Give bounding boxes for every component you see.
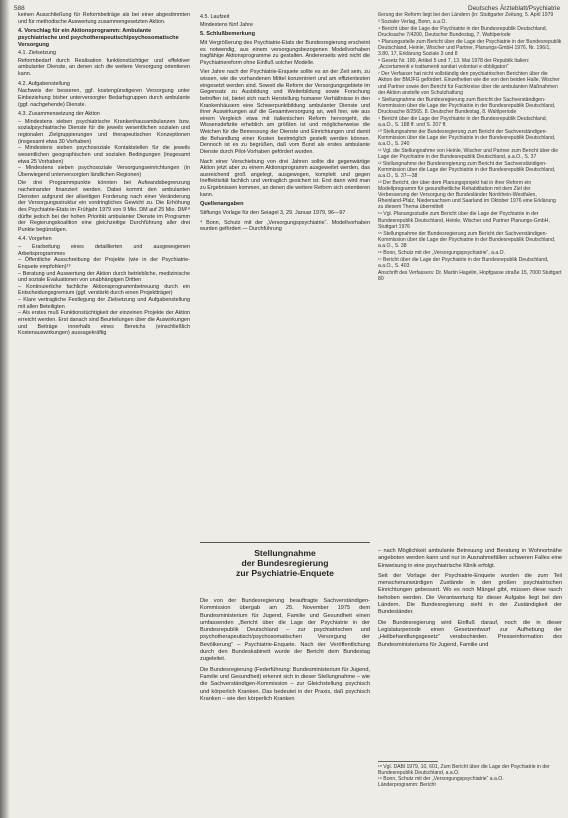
list-item: – Mindestens sieben psychosoziale Versorgungseinrichtungen (in Überwiegend unterversorgten ländlichen Regionen) [18,165,190,178]
section-4-3-list [18,119,190,179]
section-4-1-text: Reformbedarf durch Realisation funktionstüchtiger und effektiver ambulanter Dienste, an denen sich die weitere Versorgung orientieren kann. [18,57,190,77]
author-address: Anschrift des Verfassers: Dr. Martin Hagelin, Hopfgasse straße 15, 7000 Stuttgart 80 [378,269,562,282]
statement-paragraph: – nach Möglichkeit ambulante Betreuung und Beratung in Wohnortnähe angeboten werden kann und nur in Ausnahmefällen schweren Falles eine Einweisung in eine psychiatrische Klinik erfolgt. [378,548,562,569]
list-item: – Mindestens sieben psychosoziale Kontaktstellen für die jeweils wesentlichen geographischen und sozialen Bedingungen (insgesamt etwa 25 Vorhaben) [18,145,190,165]
footnote: ⁷ Der Verfasser hat nicht vollständig den psychiatrischen Berichten über die Aktion der BMJFG gefördert. Einzelheiten wie die von den beiden Halle, Wischer und Partner sowie den Bericht für Fachkreise über die ambulanten Maßnahmen der Aktion anstelle von Schutzhaltung [378,71,560,96]
footnote: ¹⁶ Bonn, Schutz mit der „Versorgungspsychiatrie“, a.a.O. [378,249,505,256]
statement-continued [378,548,562,756]
statement-paragraph: Die Bundesregierung (Federführung: Bundesministerium für Jugend, Familie und Gesundheit) erkennt sich in dieser Stellungnahme – wie die Sachverständigen-Kommission – zur Gleichstellung psychisch und körperlich Kranken. Das bedeutet in der Praxis, daß psychisch Kranken – wie den körperlich Kranken [200,666,370,702]
section-4-4-list [18,244,190,337]
footnote: ¹² Stellungnahme der Bundesregierung zum Bericht der Sachverständigen-Kommission über die Lage der Psychiatrie in der Bundesrepublik Deutschland, a.a.O., S. 37—38 [378,161,556,180]
list-item: – Kontinuierliche fachliche Aktionsprogrammbetreuung durch ein Entscheidungsgremium (ggf. verstärkt durch einen Projektträger) [18,283,190,297]
footnote: ¹³ Der Bericht, der über dem Planungsprojekt hat in ihrer Reform ein Modellprogramm für gesundheitliche Rehabilitation mit dem Ziel der Verbesserung der Versorgung der Bundesländer Nordrhein-Westfalen, Rheinland-Pfalz, Niedersachsen und Saarland im Oktober 1976 eine Erklärung zu diesem Thema übermittelt [378,180,556,211]
section-4-4-heading: 4.4. Vorgehen [18,236,52,243]
references-heading: Quellenangaben [200,201,244,208]
section-5-paragraph: Nach einer Verschiebung von drei Jahren sollte die gegenwärtige Aktion jetzt aber zu einem Aktionsprogramm ausgeweitet werden, das ausreichend groß angelegt, ausgewogen, komplett und gegen Ineffektivität fachlich und vertraglich gesichert ist. Erst dann wird man zu Ergebnissen kommen, an denen die weitere Reform sich orientieren kann. [200,158,370,198]
statement-body [200,598,370,814]
section-5-heading: 5. Schlußbemerkung [200,31,256,38]
footnote: ¹⁷ Bericht über die Lage der Psychiatrie in der Bundesrepublik Deutschland, a.a.O., S. 403 [378,256,549,269]
list-item: – Klare vertragliche Festlegung der Zielsetzung und Aufgabenstellung mit allen Beteiligten [18,297,190,310]
footnote: ⁹ Bericht über die Lage der Psychiatrie in der Bundesrepublik Deutschland, a.a.O., S. 188 ff. und S. 207 ff. [378,115,547,128]
list-item: – Beratung und Auswertung der Aktion durch betriebliche, medizinische und soziale Evaluationen von unabhängigen Dritten [18,270,190,284]
running-head: Deutsches Ärzteblatt/Psychiatrie [468,5,560,12]
footnote: ⁶ Gesetz Nr. 180, Artikel 5 und 7, 13. Mai 1978 der Republik Italien: „Accertamenti e trattamenti sanitari volontari e obbligatori“ [378,58,530,71]
footnote: ¹⁹ Bonn, Schutz mit der „Versorgungspsychiatrie“ a.a.O. [378,776,504,783]
section-divider [200,542,370,543]
section-4-3-heading: 4.3. Zusammensetzung der Aktion [18,111,100,118]
footnote: ⁴ Bericht über die Lage der Psychiatrie in der Bundesrepublik Deutschland, Drucksache 7/4200, Deutscher Bundestag, 7. Wahlperiode [378,26,547,39]
statement-title-line2: der Bundesregierung [241,558,329,568]
statement-title-line1: Stellungnahme [254,548,316,558]
intro-paragraph: keinen Ausschließung für Reformbeiträge als bei einer abgestimmten und für methodische Auswertung zusammengesetzten Aktion. [18,12,190,25]
list-item: – Als erstes muß Funktionstüchtigkeit der einzelnen Projekte der Aktion erreicht werden. Erst danach sind Beurteilungen über die Auswirkungen und Beiträge innerhalb eines Bereichs (einschließlich Kostenauswirkungen) aussagekräftig [18,310,190,337]
page-number: 588 [14,5,25,12]
section-4-2-heading: 4.2. Aufgabenstellung [18,80,70,87]
statement-paragraph: Seit der Vorlage der Psychiatrie-Enquete wurden die zum Teil menschenunwürdigen Zustände in den großen psychiatrischen Einrichtungen gebessert. Wo es noch Mängel gibt, müssen diese rasch behoben werden. Die Verantwortung für dieser Aufgabe liegt bei den Ländern. Die Bundesregierung sieht in der Zuständigkeit der Bundesländer. [378,572,562,616]
footnote: Länderprogramm: Bericht [378,782,436,789]
page-binding-shadow [0,0,10,818]
footnote: ßerung der Reform liegt bei den Ländern (in: Stuttgarter Zeitung, 5. April 1979 [378,12,554,18]
column-left [18,12,190,812]
statement-headline [200,548,370,578]
footnote: ⁵ Planungsstelle zum Bericht über die Lage der Psychiatrie in der Bundesrepublik Deutschland, Heinle, Wischer und Partner, Planungs-GmbH 1976, Nr. 196/1, 3.80, 17, Erklärung Soziale 3 und 8 [378,39,562,58]
statement-paragraph: Die Bundesregierung wird Einfluß darauf, noch die in dieser Legislaturperiode einen Gesetzentwurf zur Aufhebung der „Heilbehandlungsgesetz“ verabschieden. Presseinformation des Bundesministeriums für Jugend, Familie und [378,619,562,648]
statement-title-line3: zur Psychiatrie-Enquete [236,568,334,578]
footnote: ¹⁸ Vgl. DÄBl 1979, 10, 601, Zum Bericht über die Lage der Psychiatrie in der Bundesrepublik Deutschland, a.a.O. [378,764,550,777]
section-4-5-text: Mindestens fünf Jahre [200,21,254,28]
section-5-paragraph: Vier Jahre nach der Psychiatrie-Enquete sollte es an der Zeit sein, zu wissen, wie die vorhandenen Mittel konzentriert und am effizientesten eingesetzt werden sind. Soweit die Reform der Versorgungsgebiete im Gegensatz zu Ausbildung und Weiterbildung sowie Forschung betroffen ist, bietet sich nach Herstellung humaner Verhältnisse in den Krankenhäusern eine Schwerpunktbildung ambulanter Dienste und ihrer Auswirkungen auf die Gesamtversorgung an, weil hier, wie aus einem Vergleich etwa mit italienischen Reform hervorgeht, die Wissensdefizite erheblich am größten ist und möglicherweise die Weichen für die Bemessung der Dienste und Einrichtungen und damit die Behandlung einer Kosten bestmöglich gestellt werden können. Dennoch ist es zu begrüßen, daß vom Bund als erstes ambulante Dienste durch Pilot-Vorhaben gefördert wurden. [200,69,370,155]
statement-paragraph: Die von der Bundesregierung beauftragte Sachverständigen-Kommission übergab am 25. November 1975 dem Bundesministerium für Jugend, Familie und Gesundheit einen umfassenden „Bericht über die Lage der Psychiatrie in der Bundesrepublik Deutschland – zur psychiatrischen und psychotherapeutisch/psychosomatischen Versorgung der Bevölkerung“ – Psychiatrie-Enquete. Nach der Veröffentlichung durch den Bundeskabinett wurde der Bericht dem Bundestag zugeleitet. [200,598,370,663]
column-footnotes [378,12,562,532]
footnote-rule [378,761,438,762]
reference-item: ⁴ Bonn, Schutz mit der „Versorgungspsychiatrie“. Modellvorhaben wurden gefördert — Durchführung [200,219,370,233]
statement-footnotes [378,764,562,814]
list-item: – Öffentliche Ausschreibung der Projekte (wie in der Psychiatrie-Enquete empfohlen)¹⁹ [18,257,190,270]
footnote: ¹⁰ Stellungnahme der Bundesregierung zum Bericht der Sachverständigen-Kommission über die Lage der Psychiatrie in der Bundesrepublik Deutschland, a.a.O., S. 240 [378,128,556,147]
section-4-3-text: Die drei Programmpunkte könnten bei Aufwandsbegrenzung nacheinander finanziert werden. Dabei kommt den ambulanten Diensten aufgrund der allseitigen Forderung nach einer Veränderung der Versorgungsstruktur ein vordringliches Gewicht zu. Die Erhöhung des Psychiatrie-Etats im Frühjahr 1979 von 9 Mio. DM auf 25 Mio. DM¹⁸ dürfte jedoch bei der hohen Priorität ambulanter Dienste im Programm der Regierungskoalition eine gleichzeitige Durchführung aller drei Punkte begünstigen. [18,180,190,233]
footnote: ¹⁴ Vgl. Planungsstudie zum Bericht über die Lage der Psychiatrie in der Bundesrepublik Deutschland, Heinle, Wischer und Partner Planungs-GmbH, Stuttgart 1976 [378,211,550,230]
footnote: ¹¹ Vgl. die Stellungnahme von Heinle, Wischer und Partner zum Bericht über die Lage der Psychiatrie in der Bundesrepublik Deutschland, a.a.O., S. 37 [378,147,559,161]
footnote: ³ Sozialer Verlag, Bonn, a.a.O. [378,19,447,26]
section-5-paragraph: Mit Vergrößerung des Psychiatrie-Etats der Bundesregierung erscheint es notwendig, aus einem versorgungsbezogenen Modellvorhaben tragfähige Aktionsprogramme zu gestalten. Andererseits wird nicht die Psychiatriereform ohne Einfluß solcher Modelle. [200,39,370,66]
section-4-5-heading: 4.5. Laufzeit [200,14,230,20]
section-4-1-heading: 4.1. Zielsetzung [18,50,57,57]
footnote: ⁸ Stellungnahme der Bundesregierung zum Bericht der Sachverständigen-Kommission über die Lage der Psychiatrie in der Bundesrepublik Deutschland, Drucksache 8/2565, 8. Deutscher Bundestag, 8. Wahlperiode [378,96,556,115]
reference-item: Stiftungs Vorlage für den Seiagel 3, 29. Januar 1979, 96—97 [200,209,346,216]
list-item: – Mindestens sieben psychiatrische Krankenhausambulanzen bzw. sozialpsychiatrische Dienste für die jeweils wesentlichen sozialen und regionalen Zielgruppierungen und therapeutischen Konzeptionen (insgesamt etwa 30 Vorhaben) [18,118,190,145]
footnote: ¹⁵ Stellungnahme der Bundesregierung zum Bericht der Sachverständigen-Kommission über die Lage der Psychiatrie in der Bundesrepublik Deutschland, a.a.O., S. 38 [378,230,556,249]
column-middle [200,12,370,540]
list-item: – Erarbeitung eines detaillierten und ausgewogenen Arbeitsprogrammes [18,244,190,257]
section-4-heading: 4. Vorschlag für ein Aktionsprogramm: Ambulante psychiatrische und psychotherapeutisch/psychosomatische Versorgung [18,28,179,48]
section-4-2-text: Nachweis der besseren, ggf. kostengünstigeren Versorgung unter Einbeziehung bisher unterversorgter Bedarfsgruppen durch ambulante (ggf. nachgehende) Dienste. [18,88,190,108]
